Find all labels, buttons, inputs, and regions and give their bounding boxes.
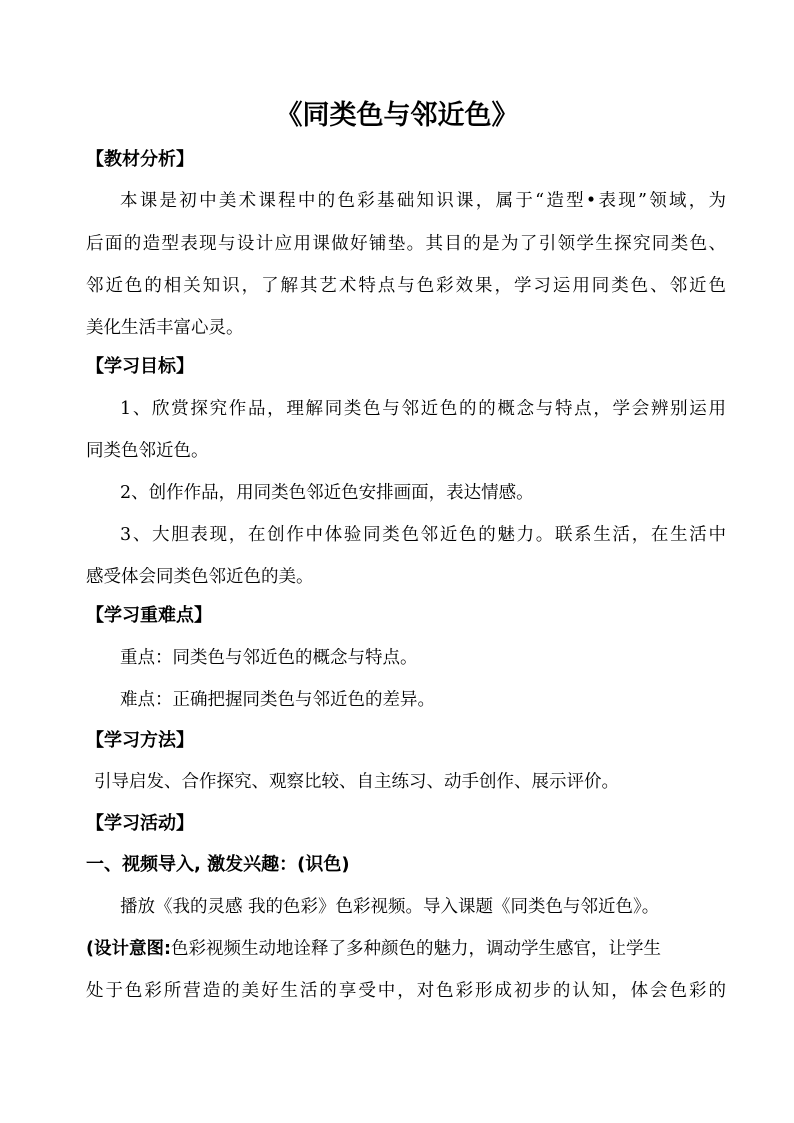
heading-activities: 【学习活动】 — [86, 813, 194, 834]
analysis-line-1: 本课是初中美术课程中的色彩基础知识课，属于“造型•表现”领域，为 — [120, 191, 726, 211]
goal-3-line-2: 感受体会同类色邻近色的美。 — [86, 567, 314, 587]
heading-goals: 【学习目标】 — [86, 356, 194, 377]
difficult-point: 难点：正确把握同类色与邻近色的差异。 — [120, 690, 435, 710]
document-title: 《同类色与邻近色》 — [275, 100, 519, 131]
methods-text: 引导启发、合作探究、观察比较、自主练习、动手创作、展示评价。 — [94, 772, 619, 792]
design-intent-line-2: 处于色彩所营造的美好生活的享受中，对色彩形成初步的认知，体会色彩的 — [86, 981, 726, 1001]
activity-part-1-title: 一、视频导入, 激发兴趣：(识色) — [86, 854, 350, 875]
key-point: 重点：同类色与邻近色的概念与特点。 — [120, 648, 418, 668]
analysis-line-4: 美化生活丰富心灵。 — [86, 318, 244, 338]
design-intent-line-1 — [86, 935, 661, 963]
goal-2: 2、创作作品，用同类色邻近色安排画面，表达情感。 — [120, 483, 534, 503]
design-intent-label: (设计意图: — [86, 939, 171, 959]
heading-methods: 【学习方法】 — [86, 730, 194, 751]
heading-analysis: 【教材分析】 — [86, 149, 194, 170]
design-intent-text-1: 色彩视频生动地诠释了多种颜色的魅力，调动学生感官，让学生 — [171, 939, 661, 959]
activity-part-1-text: 播放《我的灵感 我的色彩》色彩视频。导入课题《同类色与邻近色》。 — [120, 897, 660, 917]
goal-1-line-1: 1、欣赏探究作品，理解同类色与邻近色的的概念与特点，学会辨别运用 — [120, 399, 726, 419]
goal-3-line-1: 3、大胆表现，在创作中体验同类色邻近色的魅力。联系生活，在生活中 — [120, 525, 726, 545]
analysis-line-3: 邻近色的相关知识，了解其艺术特点与色彩效果，学习运用同类色、邻近色 — [86, 276, 726, 296]
analysis-line-2: 后面的造型表现与设计应用课做好铺垫。其目的是为了引领学生探究同类色、 — [86, 234, 726, 254]
goal-1-line-2: 同类色邻近色。 — [86, 441, 209, 461]
heading-key-points: 【学习重难点】 — [86, 605, 212, 626]
